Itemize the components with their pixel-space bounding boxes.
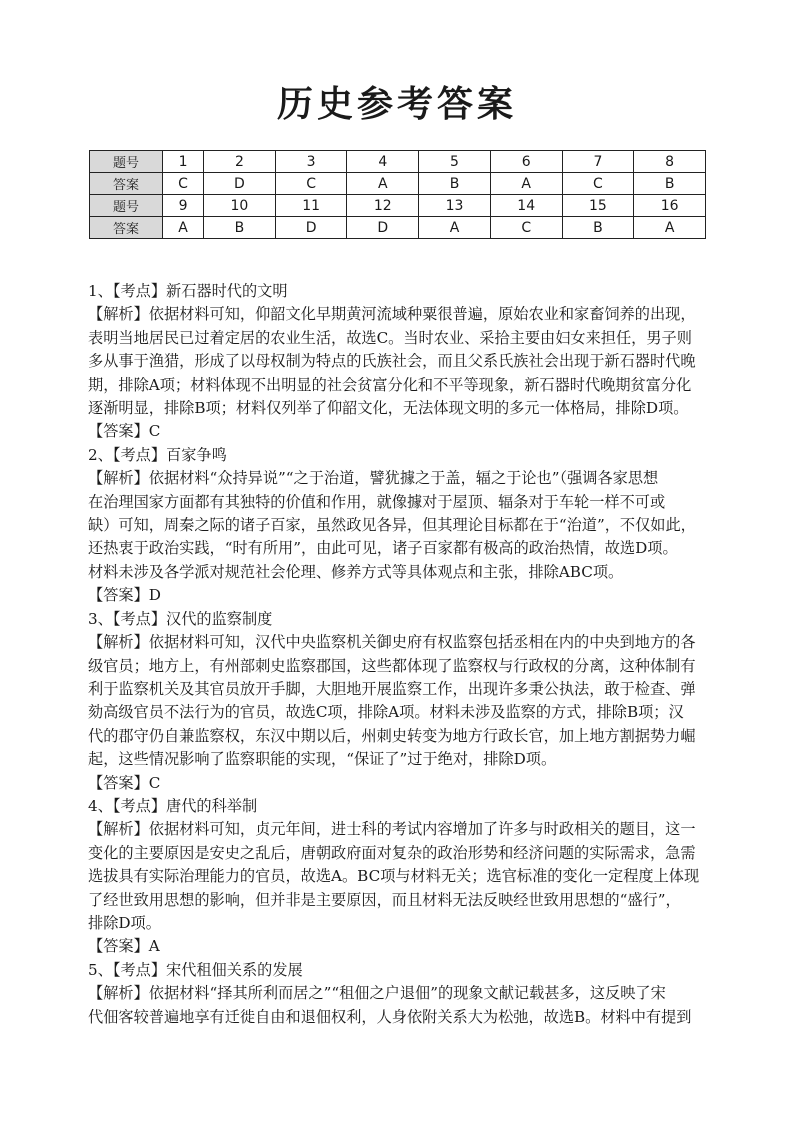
answer-table-cell: 1 xyxy=(163,151,204,173)
answer-table-cell: D xyxy=(204,173,276,195)
answer-table-cell: 5 xyxy=(419,151,491,173)
answer-table-cell: 7 xyxy=(562,151,634,173)
answer-table-cell: C xyxy=(490,217,562,239)
text-line: 【答案】C xyxy=(88,773,161,792)
text-line: 【答案】C xyxy=(88,422,161,441)
answer-table-row xyxy=(90,173,706,195)
answer-table-cell: B xyxy=(634,173,706,195)
text-line: 【答案】A xyxy=(88,937,160,956)
text-line: 还热衷于政治实践，“时有所用”，由此可见，诸子百家都有极高的政治热情，故选D项。 xyxy=(88,539,678,558)
answer-table-row xyxy=(90,217,706,239)
answer-table-row-label: 题号 xyxy=(90,195,163,217)
text-line: 利于监察机关及其官员放开手脚，大胆地开展监察工作，出现许多秉公执法，敢于检查、弹 xyxy=(88,679,696,698)
text-line: 劾高级官员不法行为的官员，故选C项，排除A项。材料未涉及监察的方式，排除B项；汉 xyxy=(88,703,684,722)
text-line: 级官员；地方上，有州部刺史监察郡国，这些都体现了监察权与行政权的分离，这种体制有 xyxy=(88,656,696,675)
text-line: 选拔具有实际治理能力的官员，故选A。BC项与材料无关；选官标准的变化一定程度上体现 xyxy=(88,867,700,886)
answer-table-row-label: 答案 xyxy=(90,173,163,195)
text-line: 【解析】依据材料“众持异说”“之于治道，譬犹據之于盖，辐之于论也”（强调各家思想 xyxy=(88,469,659,488)
answer-table-cell: C xyxy=(562,173,634,195)
answer-table-cell: 14 xyxy=(490,195,562,217)
answer-table-cell: D xyxy=(347,217,419,239)
answer-table-cell: 2 xyxy=(204,151,276,173)
answer-table-row xyxy=(90,195,706,217)
text-line: 【解析】依据材料可知，贞元年间，进士科的考试内容增加了许多与时政相关的题目，这一 xyxy=(88,820,696,839)
text-line: 材料未涉及各学派对规范社会伦理、修养方式等具体观点和主张，排除ABC项。 xyxy=(88,562,624,581)
answer-table-row-label: 题号 xyxy=(90,151,163,173)
text-line: 【答案】D xyxy=(88,586,161,605)
answer-table xyxy=(89,150,706,239)
answer-table-cell: A xyxy=(163,217,204,239)
answer-table-cell: 6 xyxy=(490,151,562,173)
answer-table-cell: 4 xyxy=(347,151,419,173)
text-line: 缺）可知，周秦之际的诸子百家，虽然政见各异，但其理论目标都在于“治道”，不仅如此， xyxy=(88,516,696,535)
text-line: 表明当地居民已过着定居的农业生活，故选C。当时农业、采拾主要由妇女来担任，男子则 xyxy=(88,328,692,347)
text-line: 期，排除A项；材料体现不出明显的社会贫富分化和不平等现象，新石器时代晚期贫富分化 xyxy=(88,375,692,394)
text-line: 在治理国家方面都有其独特的价值和作用，就像據对于屋顶、辐条对于车轮一样不可或 xyxy=(88,492,666,511)
answer-table-cell: 15 xyxy=(562,195,634,217)
answer-table-cell: 11 xyxy=(275,195,347,217)
answer-table-cell: D xyxy=(275,217,347,239)
text-line: 代佃客较普遍地享有迁徙自由和退佃权利，人身依附关系大为松弛，故选B。材料中有提到 xyxy=(88,1007,692,1026)
answer-table-cell: A xyxy=(347,173,419,195)
answer-table-cell: 12 xyxy=(347,195,419,217)
answer-table-cell: B xyxy=(204,217,276,239)
answer-table-cell: A xyxy=(634,217,706,239)
answer-table-cell: A xyxy=(419,217,491,239)
answer-table-cell: B xyxy=(562,217,634,239)
text-line: 1、【考点】新石器时代的文明 xyxy=(88,282,288,300)
answer-table-row-label: 答案 xyxy=(90,217,163,239)
answer-table-cell: B xyxy=(419,173,491,195)
answer-table-cell: 8 xyxy=(634,151,706,173)
text-line: 多从事于渔猎，形成了以母权制为特点的氏族社会，而且父系氏族社会出现于新石器时代晚 xyxy=(88,352,696,371)
text-line: 4、【考点】唐代的科举制 xyxy=(88,796,258,815)
answer-table-cell: 16 xyxy=(634,195,706,217)
page-title: 历史参考答案 xyxy=(276,84,517,125)
answer-table-cell: C xyxy=(275,173,347,195)
text-line: 变化的主要原因是安史之乱后，唐朝政府面对复杂的政治形势和经济问题的实际需求，急需 xyxy=(88,843,696,862)
text-line: 逐渐明显，排除B项；材料仅列举了仰韶文化，无法体现文明的多元一体格局，排除D项。 xyxy=(88,399,689,418)
text-line: 3、【考点】汉代的监察制度 xyxy=(88,609,273,628)
answer-table-cell: A xyxy=(490,173,562,195)
answer-table-cell: C xyxy=(163,173,204,195)
answer-table-row xyxy=(90,151,706,173)
text-line: 2、【考点】百家争鸣 xyxy=(88,445,227,464)
answer-table-cell: 3 xyxy=(275,151,347,173)
text-line: 【解析】依据材料可知，汉代中央监察机关御史府有权监察包括丞相在内的中央到地方的各 xyxy=(88,633,696,652)
answer-table-cell: 9 xyxy=(163,195,204,217)
text-line: 了经世致用思想的影响，但并非是主要原因，而且材料无法反映经世致用思想的“盛行”， xyxy=(88,890,681,909)
answer-table-cell: 13 xyxy=(419,195,491,217)
answer-table-cell: 10 xyxy=(204,195,276,217)
text-line: 【解析】依据材料可知，仰韶文化早期黄河流域种粟很普遍，原始农业和家畜饲养的出现， xyxy=(88,305,696,324)
text-line: 代的郡守仍自兼监察权，东汉中期以后，州刺史转变为地方行政长官，加上地方割据势力崛 xyxy=(88,726,696,745)
text-line: 起，这些情况影响了监察职能的实现，“保证了”过于绝对，排除D项。 xyxy=(88,750,557,769)
explanation-text xyxy=(88,280,713,1029)
text-line: 排除D项。 xyxy=(88,913,161,932)
text-line: 【解析】依据材料“择其所利而居之”“租佃之户退佃”的现象文献记载甚多，这反映了宋 xyxy=(88,984,666,1003)
text-line: 5、【考点】宋代租佃关系的发展 xyxy=(88,960,303,979)
